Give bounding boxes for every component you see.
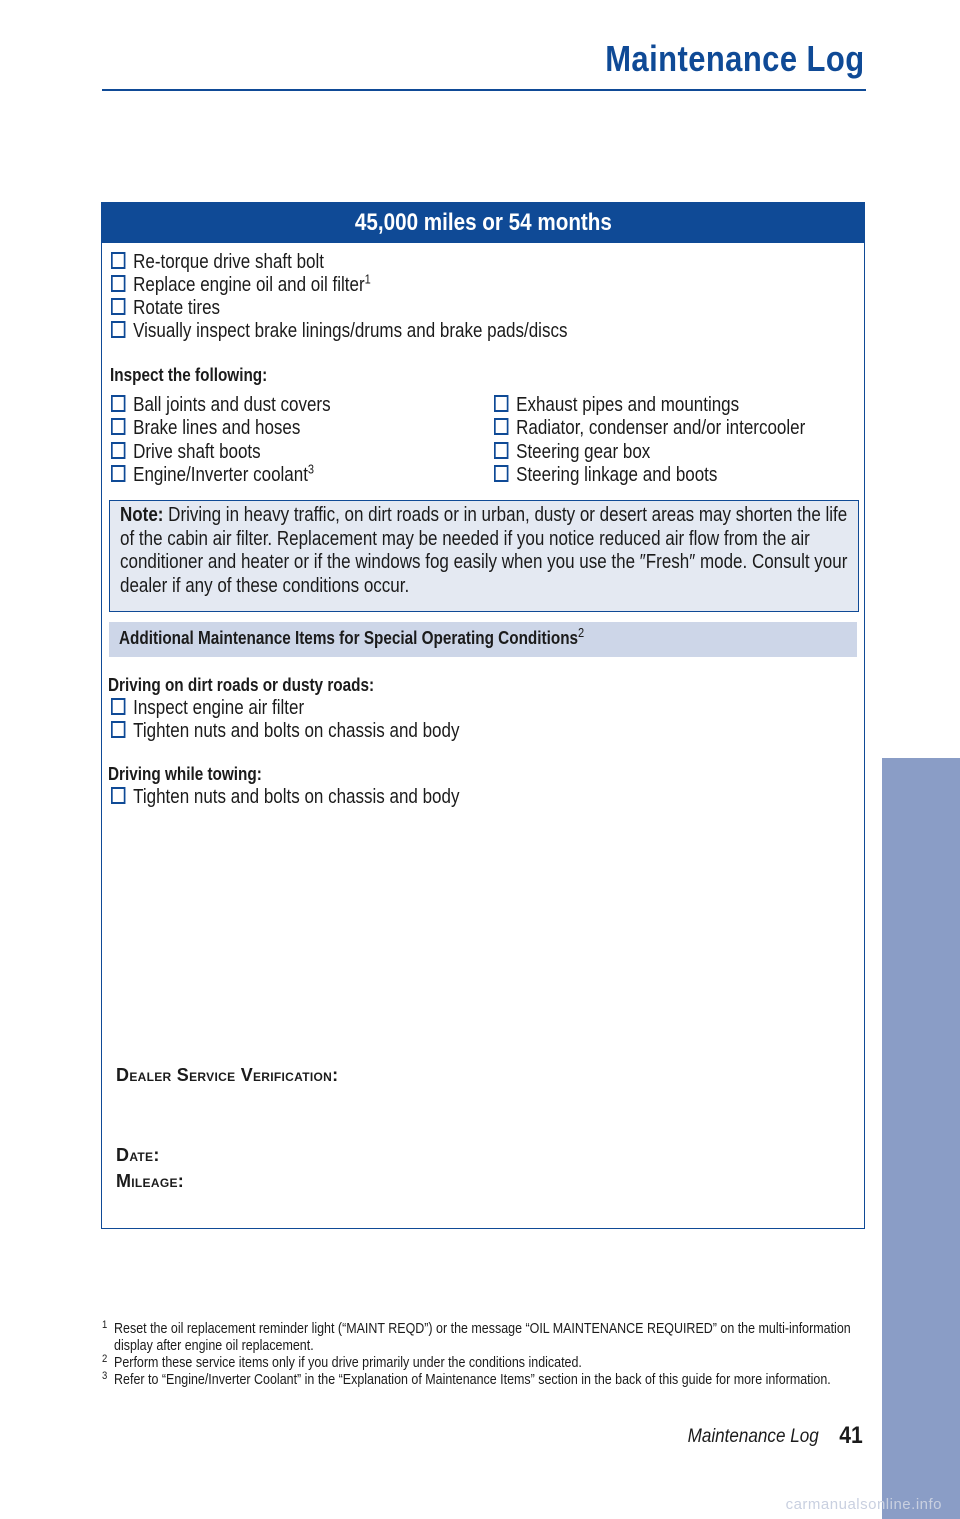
section-side-tab-label: MAINTENANCE	[28, 1025, 59, 1265]
towing-heading: Driving while towing:	[108, 764, 262, 784]
interval-header: 45,000 miles or 54 months	[102, 203, 864, 243]
page-number: 41	[839, 1422, 863, 1449]
dirt-roads-heading: Driving on dirt roads or dusty roads:	[108, 675, 375, 695]
footnote: 1 Reset the oil replacement reminder light (“MAINT REQD”) or the message “OIL MAINTENANCE REQUIRED” on the multi-information display after engine oil replacement.	[102, 1319, 851, 1354]
additional-items-title: Additional Maintenance Items for Special Operating Conditions$^2$	[119, 625, 585, 648]
title-rule	[102, 89, 866, 91]
checklist-item[interactable]: Re-torque drive shaft bolt	[111, 251, 324, 274]
checkbox-icon[interactable]	[494, 442, 508, 459]
footnote: 2 Perform these service items only if you drive primarily under the conditions indicated.	[102, 1353, 582, 1371]
checkbox-icon[interactable]	[111, 418, 125, 435]
checkbox-icon[interactable]	[494, 465, 508, 482]
inspect-heading: Inspect the following:	[110, 365, 268, 385]
page-title: Maintenance Log	[605, 38, 865, 79]
checklist-item[interactable]: Replace engine oil and oil filter$^1$	[111, 274, 371, 297]
additional-items-band	[109, 622, 857, 657]
checkbox-icon[interactable]	[111, 395, 125, 412]
checkbox-icon[interactable]	[111, 275, 125, 292]
service-interval-box	[101, 202, 865, 1229]
footnotes	[102, 1321, 859, 1389]
checklist-item[interactable]: Brake lines and hoses	[111, 417, 300, 440]
checkbox-icon[interactable]	[111, 787, 125, 804]
note-box	[109, 500, 859, 612]
checklist-item[interactable]: Drive shaft boots	[111, 441, 261, 464]
note-text: Note: Driving in heavy traffic, on dirt roads or in urban, dusty or desert areas may shorten the life of the cabin air filter. Replacement may be needed if you notice reduced air flow from the air conditioner and heater or if the windows fog easily when you use the ″Fresh″ mode. Consult your dealer if any of these conditions occur.	[120, 504, 848, 597]
checkbox-icon[interactable]	[111, 298, 125, 315]
checkbox-icon[interactable]	[111, 442, 125, 459]
checklist-item[interactable]: Steering gear box	[494, 441, 650, 464]
checklist-item[interactable]: Tighten nuts and bolts on chassis and body	[111, 720, 459, 743]
checklist-item[interactable]: Engine/Inverter coolant$^3$	[111, 464, 314, 487]
checklist-item[interactable]: Radiator, condenser and/or intercooler	[494, 417, 805, 440]
checklist-item[interactable]: Steering linkage and boots	[494, 464, 717, 487]
dealer-service-verification-label: DEALER SERVICE VERIFICATION:	[116, 1065, 339, 1085]
checkbox-icon[interactable]	[111, 321, 125, 338]
checkbox-icon[interactable]	[111, 252, 125, 269]
footnote: 3 Refer to “Engine/Inverter Coolant” in the “Explanation of Maintenance Items” section in the back of this guide for more information.	[102, 1370, 831, 1388]
section-side-tab[interactable]	[882, 758, 960, 1519]
checkbox-icon[interactable]	[111, 721, 125, 738]
checkbox-icon[interactable]	[111, 698, 125, 715]
checklist-item[interactable]: Ball joints and dust covers	[111, 394, 331, 417]
checkbox-icon[interactable]	[111, 465, 125, 482]
checkbox-icon[interactable]	[494, 418, 508, 435]
footer-section-label: Maintenance Log	[687, 1426, 819, 1447]
checklist-item[interactable]: Visually inspect brake linings/drums and brake pads/discs	[111, 320, 567, 343]
note-label: Note:	[120, 504, 164, 526]
date-label: DATE:	[116, 1145, 160, 1165]
checklist-item[interactable]: Rotate tires	[111, 297, 220, 320]
checklist-item[interactable]: Inspect engine air filter	[111, 697, 304, 720]
watermark: carmanualsonline.info	[785, 1496, 942, 1513]
checklist-item[interactable]: Exhaust pipes and mountings	[494, 394, 739, 417]
mileage-label: MILEAGE:	[116, 1171, 185, 1191]
checklist-item[interactable]: Tighten nuts and bolts on chassis and body	[111, 786, 459, 809]
checkbox-icon[interactable]	[494, 395, 508, 412]
